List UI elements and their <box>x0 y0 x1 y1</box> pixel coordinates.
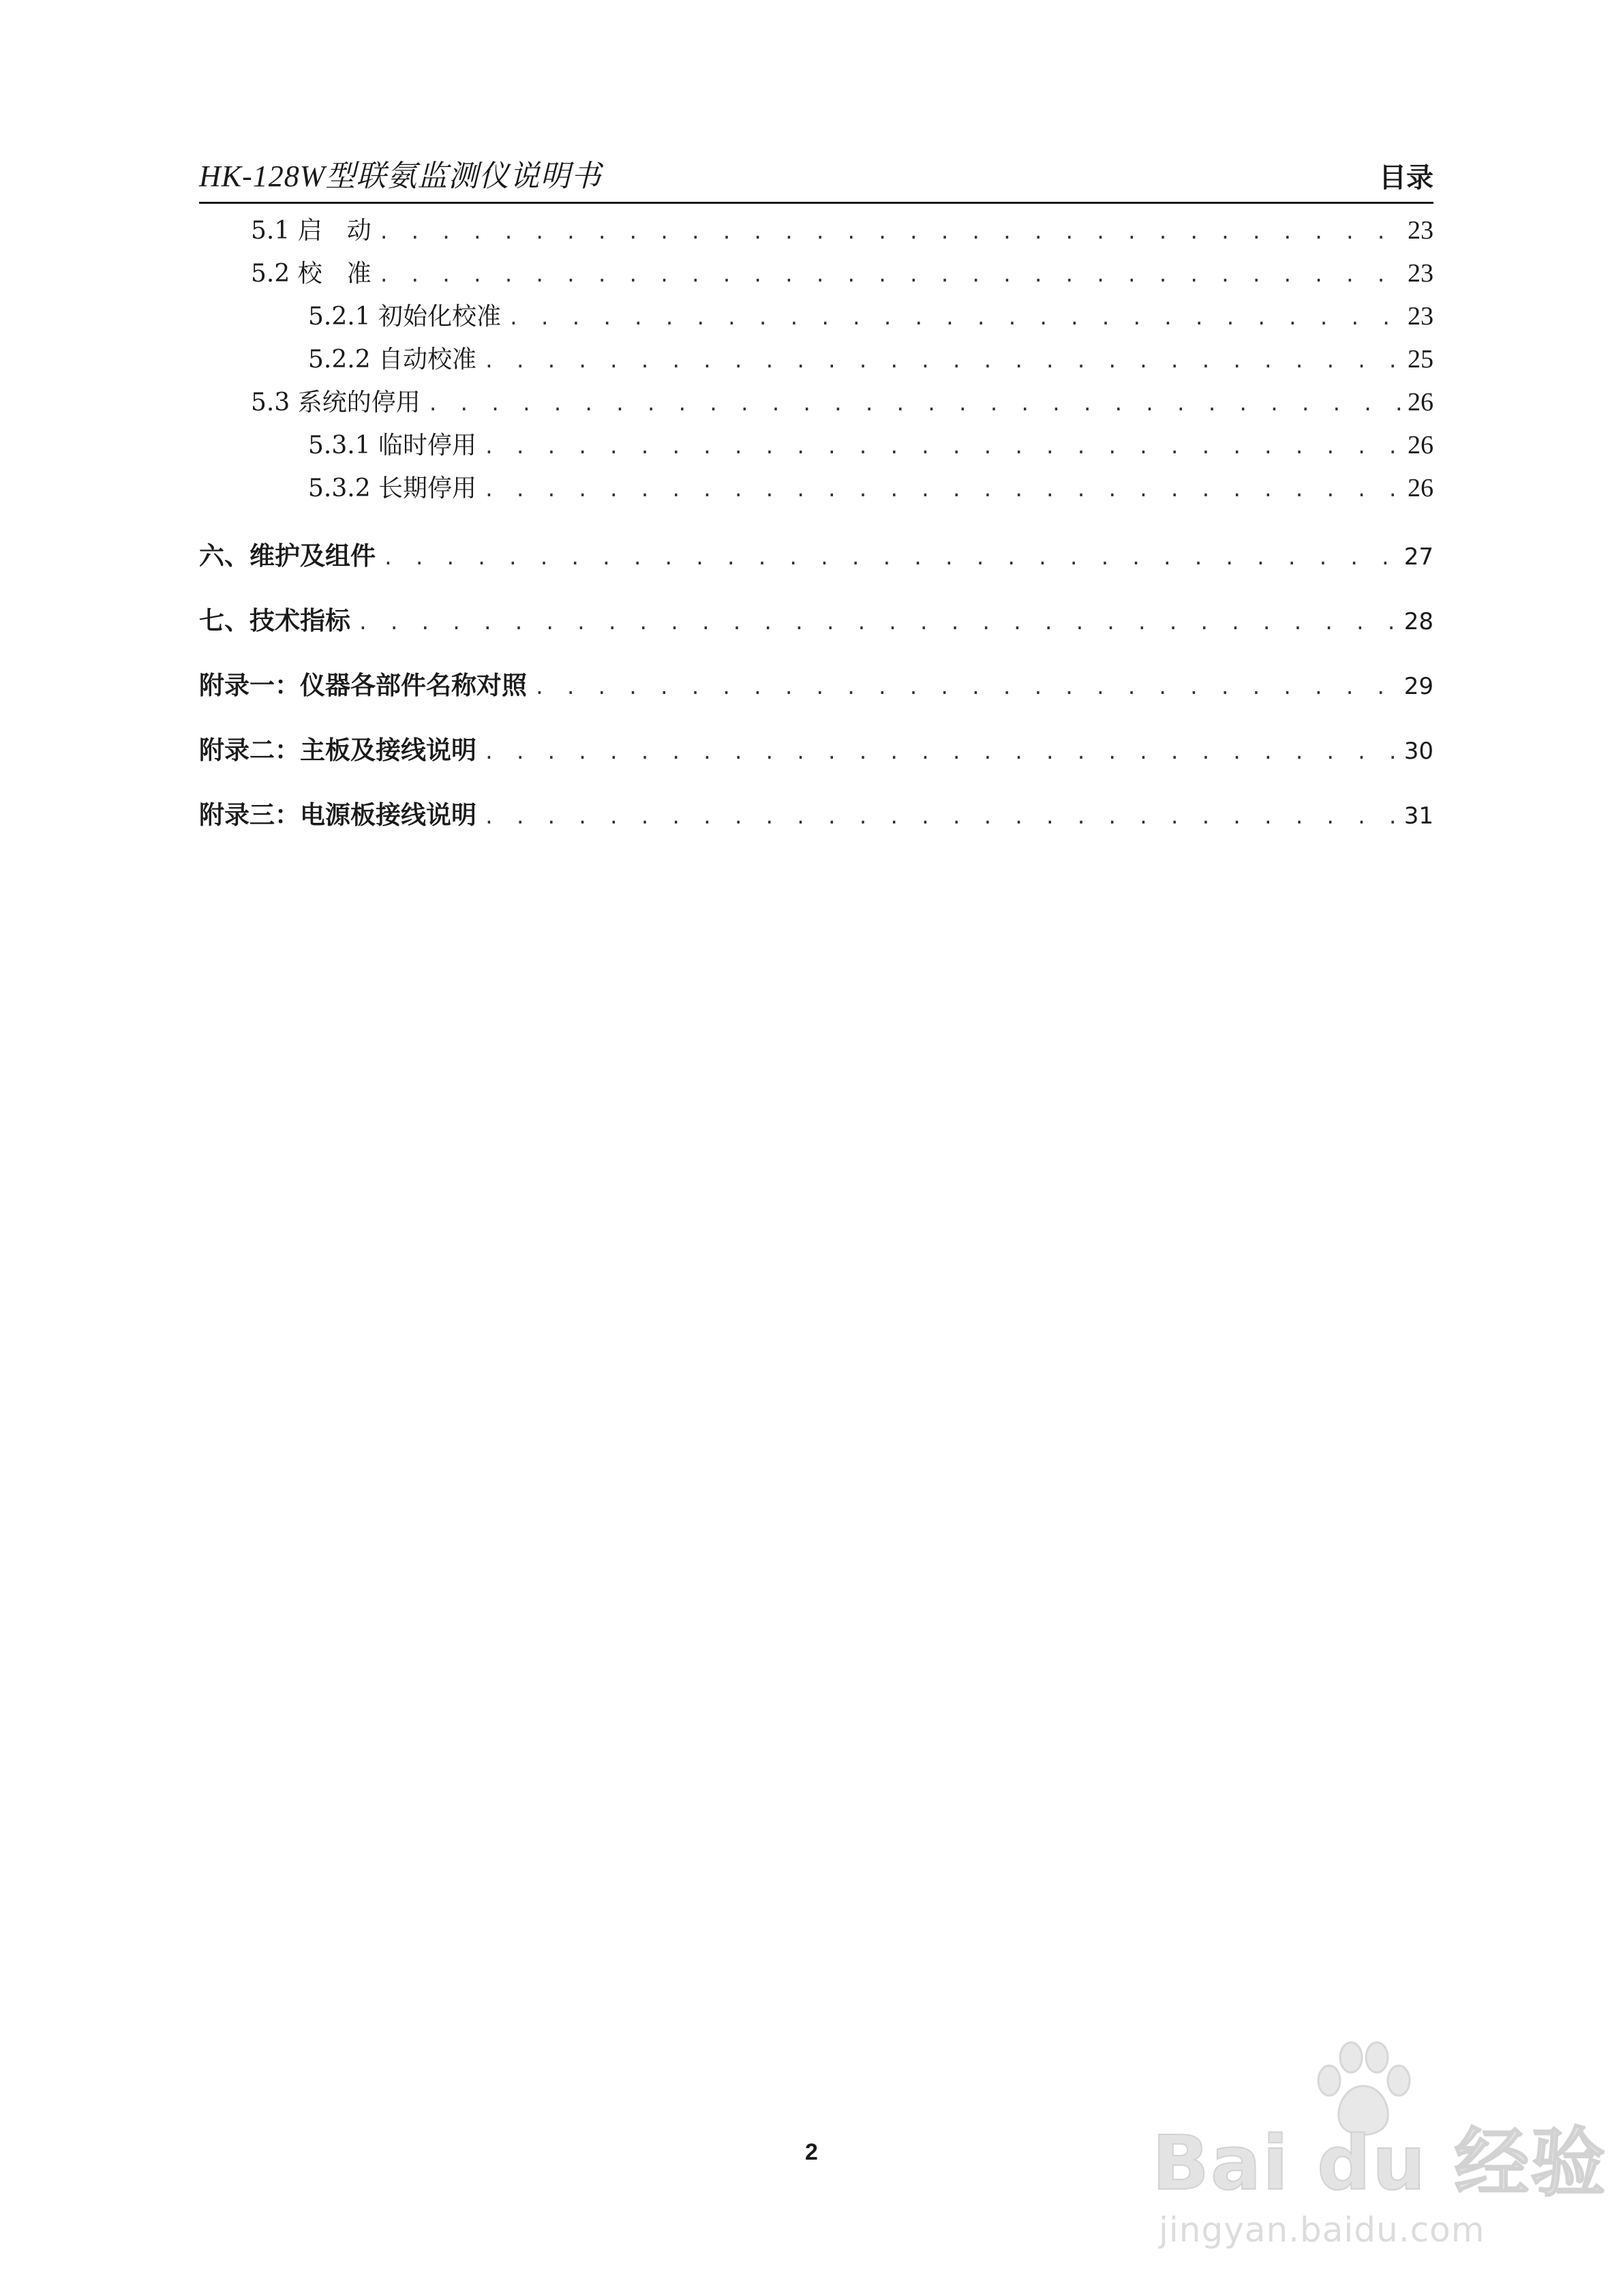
toc-entry-page: 27 <box>1404 543 1434 571</box>
toc-entry-label: 5.3 系统的停用 <box>251 389 421 417</box>
page-header <box>199 155 1434 204</box>
toc-dot-leader <box>508 307 1401 329</box>
document-title: HK-128W型联氨监测仪说明书 <box>199 160 602 193</box>
toc-entry-label: 5.2 校 准 <box>251 260 371 288</box>
toc-dot-leader <box>382 547 1397 569</box>
toc-entry[interactable] <box>199 469 1434 502</box>
toc-entry-page: 23 <box>1408 302 1434 331</box>
toc-dot-leader <box>534 676 1397 699</box>
toc-dot-leader <box>378 264 1401 286</box>
toc-entry[interactable] <box>199 794 1434 830</box>
toc-entry[interactable] <box>199 535 1434 571</box>
toc-entry-page: 25 <box>1408 345 1434 374</box>
toc-entry-page: 26 <box>1408 474 1434 502</box>
toc-entry-label: 附录三：电源板接线说明 <box>199 800 476 830</box>
toc-entry-page: 31 <box>1404 802 1434 830</box>
toc-entry-label: 5.2.2 自动校准 <box>308 346 477 374</box>
toc-entry-page: 26 <box>1408 431 1434 459</box>
toc-dot-leader <box>483 741 1397 764</box>
section-title: 目录 <box>1379 162 1434 194</box>
toc-entry[interactable] <box>199 426 1434 459</box>
toc-entry-page: 23 <box>1408 216 1434 245</box>
toc-entry-page: 29 <box>1404 673 1434 700</box>
toc-entry-page: 30 <box>1404 738 1434 765</box>
toc-dot-leader <box>483 350 1401 372</box>
toc-dot-leader <box>357 611 1397 634</box>
toc-entry-label: 七、技术指标 <box>199 606 350 635</box>
baidu-jingyan-watermark <box>1152 2038 1607 2256</box>
toc-entry[interactable] <box>199 383 1434 416</box>
toc-dot-leader <box>483 436 1401 458</box>
toc-dot-leader <box>483 479 1401 501</box>
toc-entry-page: 23 <box>1408 259 1434 288</box>
toc-entry-label: 5.3.1 临时停用 <box>308 432 477 459</box>
toc-entry-page: 28 <box>1404 608 1434 635</box>
toc-dot-leader <box>378 221 1401 243</box>
toc-entry[interactable] <box>199 297 1434 330</box>
toc-entry[interactable] <box>199 600 1434 633</box>
toc-entry-label: 5.2.1 初始化校准 <box>308 303 502 331</box>
toc-entry-label: 六、维护及组件 <box>199 541 376 571</box>
toc-dot-leader <box>427 393 1401 415</box>
toc-entry[interactable] <box>199 211 1434 244</box>
toc-entry-label: 5.3.2 长期停用 <box>308 474 477 502</box>
watermark-brand-text: Bai du 经验 <box>1152 2119 1607 2207</box>
toc-entry[interactable] <box>199 729 1434 765</box>
toc-entry-label: 附录一：仪器各部件名称对照 <box>199 671 527 700</box>
toc-entry-label: 5.1 启 动 <box>251 217 371 245</box>
watermark-url-text: jingyan.baidu.com <box>1159 2210 1485 2250</box>
toc-entry-label: 附录二：主板及接线说明 <box>199 736 476 765</box>
toc-entry[interactable] <box>199 665 1434 700</box>
toc-entry-page: 26 <box>1408 388 1434 417</box>
toc-entry[interactable] <box>199 340 1434 373</box>
page-number: 2 <box>805 2139 818 2165</box>
toc-dot-leader <box>483 806 1397 828</box>
toc-entry[interactable] <box>199 254 1434 287</box>
